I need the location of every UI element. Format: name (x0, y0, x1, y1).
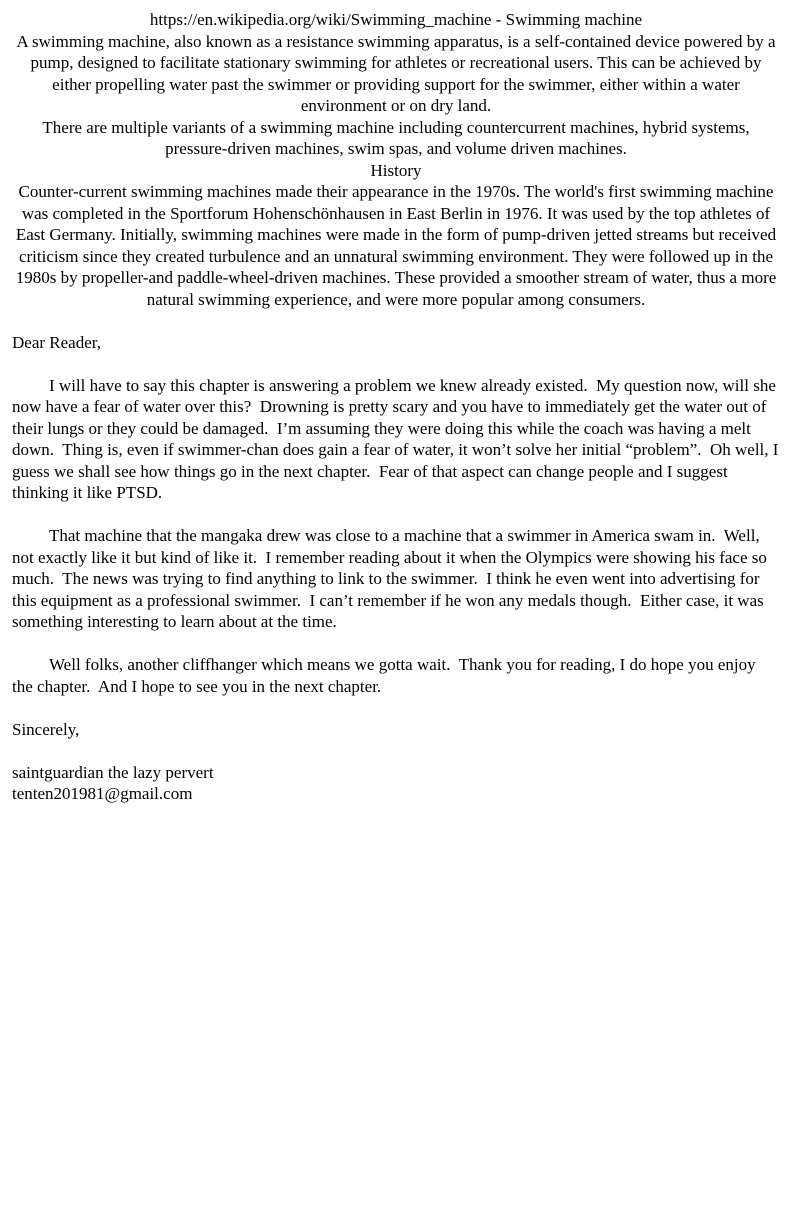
letter-salutation: Dear Reader, (12, 332, 101, 352)
wiki-intro-paragraph: A swimming machine, also known as a resistance swimming apparatus, is a self-contained device powered by a pump, designed to facilitate stationary swimming for athletes or recreational users. This can be achieved by either propelling water past the swimmer or providing support for the swimmer, either within a water environment or on dry land. (16, 31, 780, 115)
signature-name: saintguardian the lazy pervert (12, 762, 214, 782)
letter-paragraph-3: Well folks, another cliffhanger which means we gotta wait. Thank you for reading, I do hope you enjoy the chapter. And I hope to see you in the next chapter. (12, 655, 760, 696)
wiki-history-heading: History (370, 160, 422, 180)
wiki-source-line: https://en.wikipedia.org/wiki/Swimming_machine - Swimming machine (149, 10, 643, 29)
letter-section (12, 332, 783, 805)
letter-paragraph-1: I will have to say this chapter is answering a problem we knew already existed. My question now, will she now have a fear of water over this? Drowning is pretty scary and you have to immediately get the water out of their lungs or they could be damaged. I’m assuming they were doing this while the coach was having a melt down. Thing is, even if swimmer-chan does gain a fear of water, it won’t solve her initial “problem”. Oh well, I guess we shall see how things go in the next chapter. Fear of that aspect can change people and I suggest thinking it like PTSD. (12, 375, 783, 502)
wiki-excerpt-section (12, 9, 780, 310)
wiki-variants-paragraph: There are multiple variants of a swimming machine including countercurrent machines, hybrid systems, pressure-driven machines, swim spas, and volume driven machines. (42, 117, 754, 158)
wiki-history-paragraph: Counter-current swimming machines made their appearance in the 1970s. The world's first swimming machine was completed in the Sportforum Hohenschönhausen in East Berlin in 1976. It was used by the top athletes of East Germany. Initially, swimming machines were made in the form of pump-driven jetted streams but received criticism since they created turbulence and an unnatural swimming environment. They were followed up in the 1980s by propeller-and paddle-wheel-driven machines. These provided a smoother stream of water, thus a more natural swimming experience, and were more popular among consumers. (15, 182, 781, 309)
letter-paragraph-2: That machine that the mangaka drew was close to a machine that a swimmer in America swam in. Well, not exactly like it but kind of like it. I remember reading about it when the Olympics were showing his face so much. The news was trying to find anything to link to the swimmer. I think he even went into advertising for this equipment as a professional swimmer. I can’t remember if he won any medals though. Either case, it was something interesting to learn about at the time. (12, 526, 772, 631)
letter-closing: Sincerely, (12, 719, 80, 739)
signature-email: tenten201981@gmail.com (12, 784, 193, 803)
signature-block (12, 762, 780, 805)
